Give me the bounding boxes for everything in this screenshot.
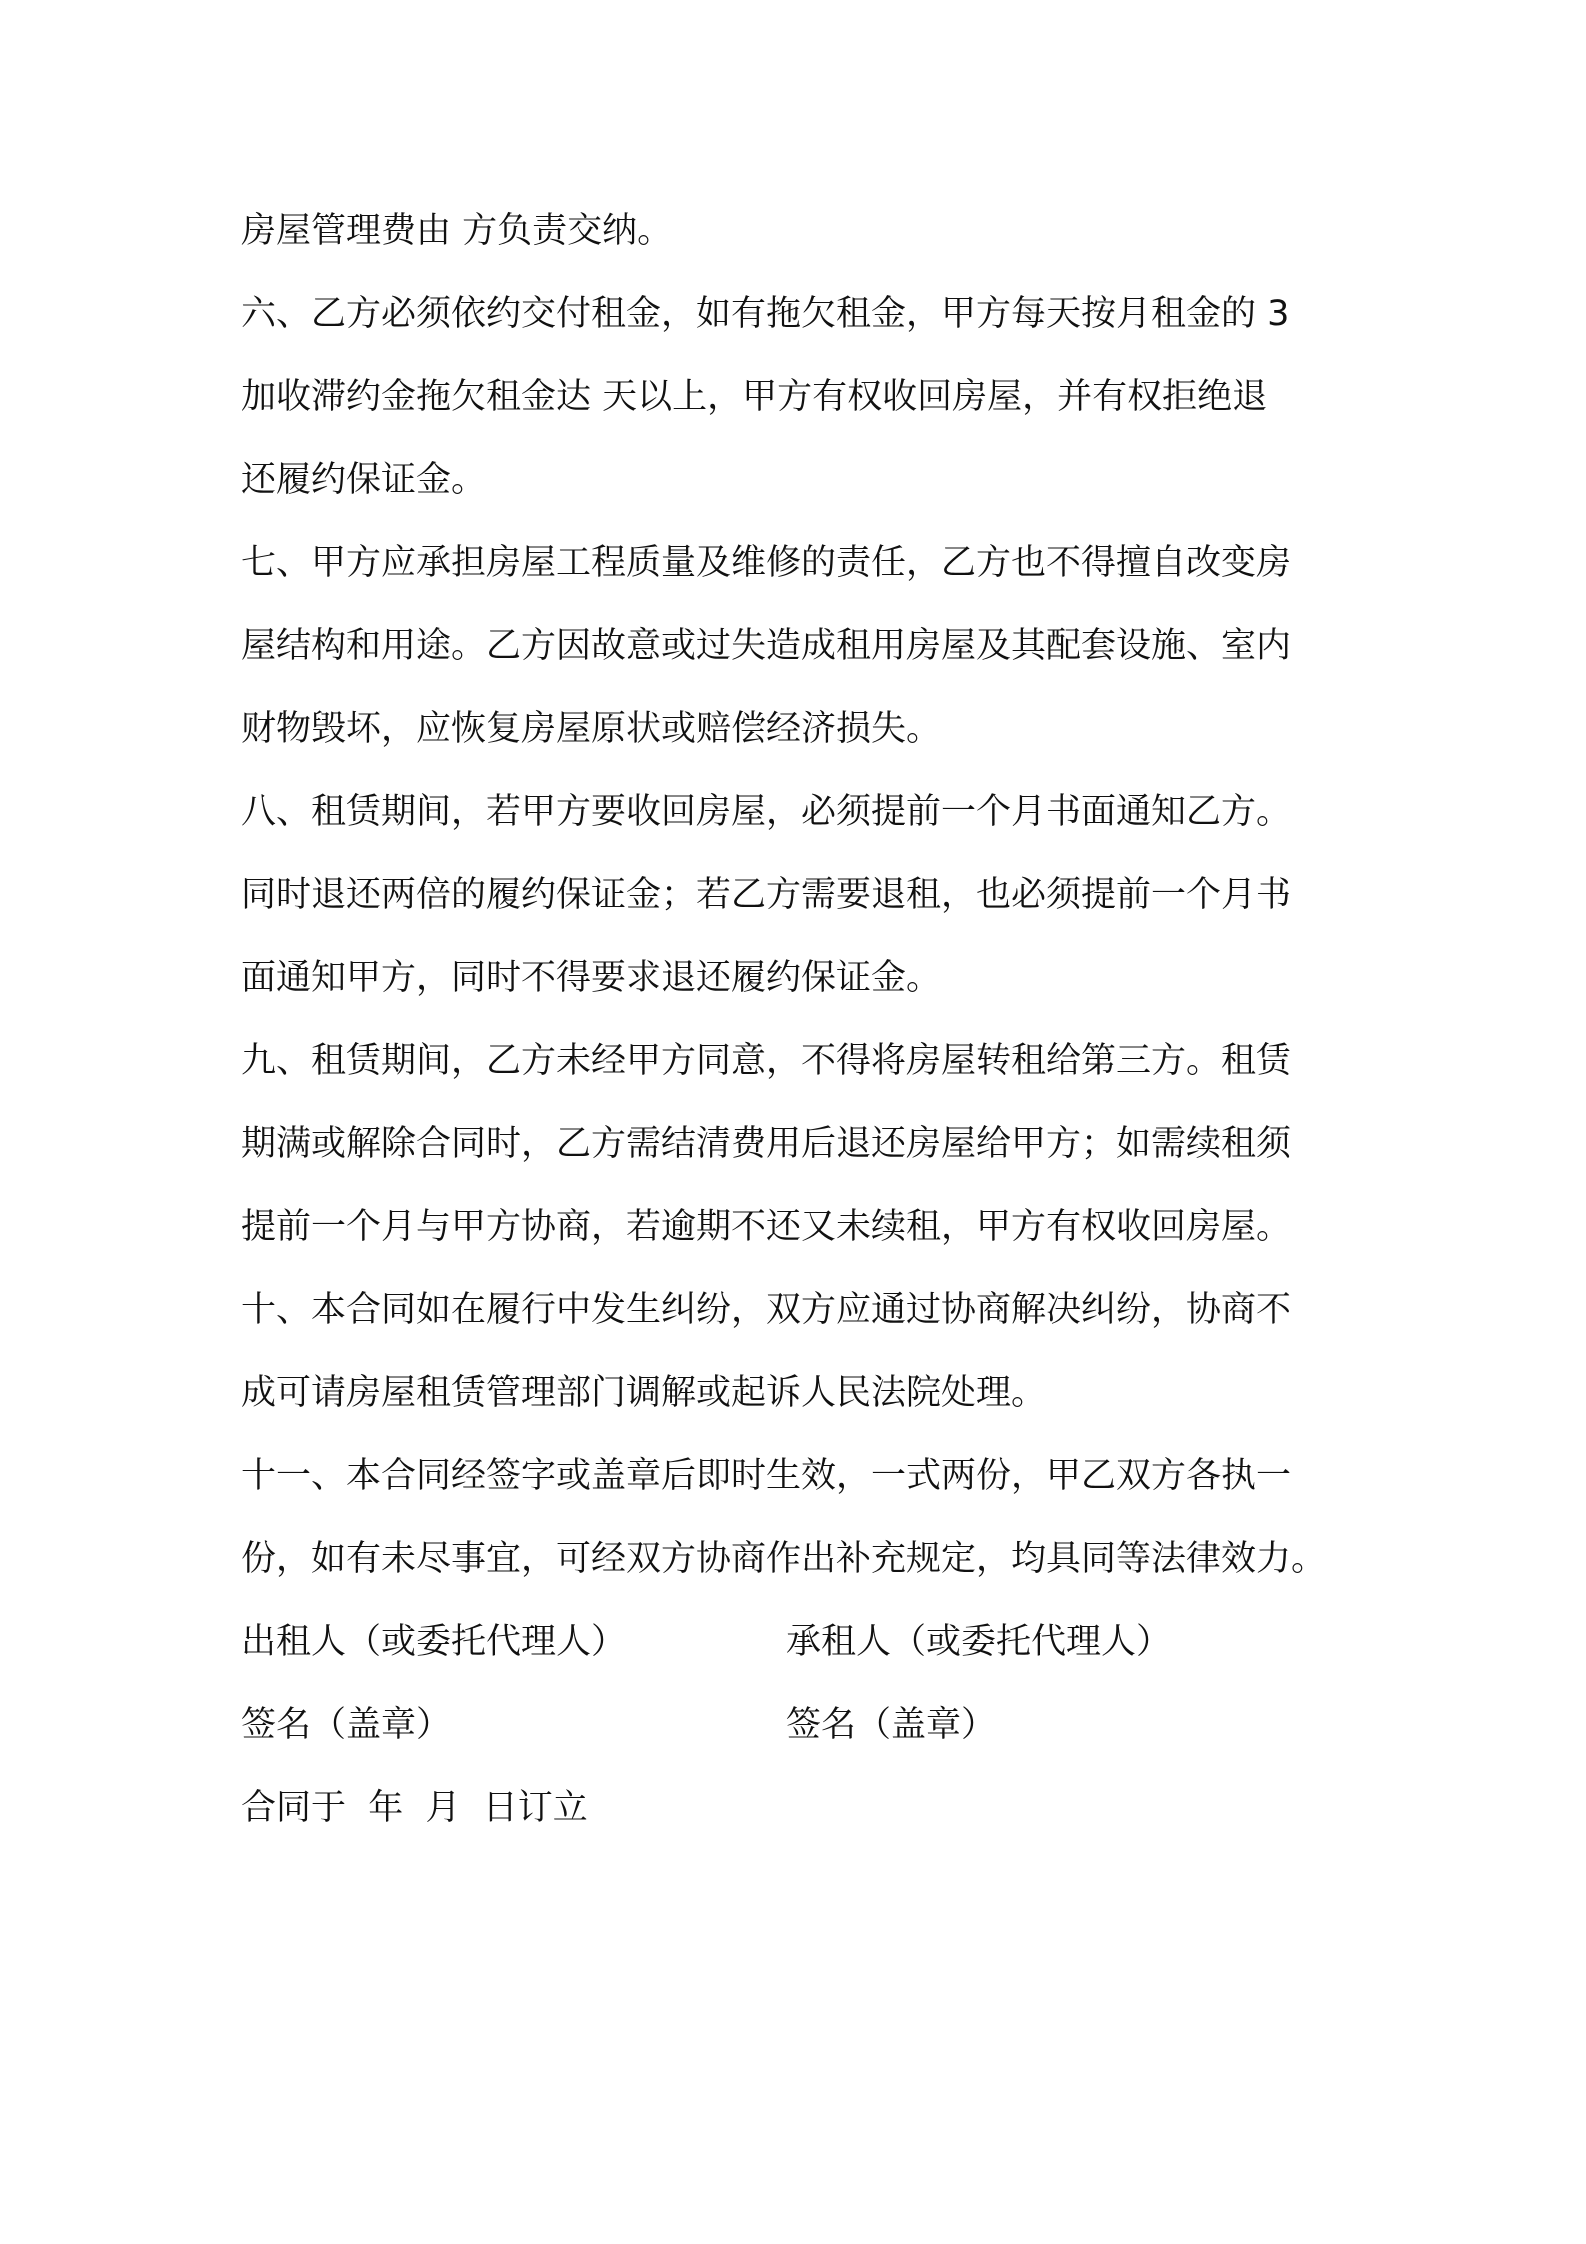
signature-block xyxy=(241,1601,1359,1767)
clause-10 xyxy=(241,1269,1359,1435)
text-line: 成可请房屋租赁管理部门调解或起诉人民法院处理。 xyxy=(241,1373,1047,1413)
text-line: 屋结构和用途。乙方因故意或过失造成租用房屋及其配套设施、室内 xyxy=(241,626,1292,666)
signature-row xyxy=(241,1684,1359,1767)
contract-body xyxy=(241,190,1359,1850)
lessee-label: 承租人（或委托代理人） xyxy=(786,1622,1172,1662)
clause-6 xyxy=(241,273,1359,522)
text-line: 十、本合同如在履行中发生纠纷，双方应通过协商解决纠纷，协商不 xyxy=(241,1290,1292,1330)
text-line: 六、乙方必须依约交付租金，如有拖欠租金，甲方每天按月租金的 3 xyxy=(241,294,1290,334)
lessor-signature-field: 签名（盖章） xyxy=(241,1705,452,1745)
lessor-label: 出租人（或委托代理人） xyxy=(241,1622,627,1662)
text-line: 期满或解除合同时，乙方需结清费用后退还房屋给甲方；如需续租须 xyxy=(241,1124,1292,1164)
text-line: 九、租赁期间，乙方未经甲方同意，不得将房屋转租给第三方。租赁 xyxy=(241,1041,1292,1081)
clause-11 xyxy=(241,1435,1359,1601)
text-line: 加收滞约金拖欠租金达 天以上，甲方有权收回房屋，并有权拒绝退 xyxy=(241,377,1268,417)
text-line: 房屋管理费由 方负责交纳。 xyxy=(241,211,673,251)
text-line: 面通知甲方，同时不得要求退还履约保证金。 xyxy=(241,958,942,998)
text-line: 提前一个月与甲方协商，若逾期不还又未续租，甲方有权收回房屋。 xyxy=(241,1207,1292,1247)
text-line: 七、甲方应承担房屋工程质量及维修的责任，乙方也不得擅自改变房 xyxy=(241,543,1292,583)
party-labels-row xyxy=(241,1601,1359,1684)
text-line: 八、租赁期间，若甲方要收回房屋，必须提前一个月书面通知乙方。 xyxy=(241,792,1292,832)
text-line: 十一、本合同经签字或盖章后即时生效，一式两份，甲乙双方各执一 xyxy=(241,1456,1292,1496)
clause-9 xyxy=(241,1020,1359,1269)
lessee-signature-field: 签名（盖章） xyxy=(786,1705,997,1745)
text-line: 同时退还两倍的履约保证金；若乙方需要退租，也必须提前一个月书 xyxy=(241,875,1292,915)
clause-7 xyxy=(241,522,1359,771)
text-line: 还履约保证金。 xyxy=(241,460,487,500)
clause-8 xyxy=(241,771,1359,1020)
clause-management-fee xyxy=(241,190,1359,273)
contract-date-line: 合同于 年 月 日订立 xyxy=(241,1788,588,1828)
text-line: 份，如有未尽事宜，可经双方协商作出补充规定，均具同等法律效力。 xyxy=(241,1539,1327,1579)
text-line: 财物毁坏，应恢复房屋原状或赔偿经济损失。 xyxy=(241,709,942,749)
